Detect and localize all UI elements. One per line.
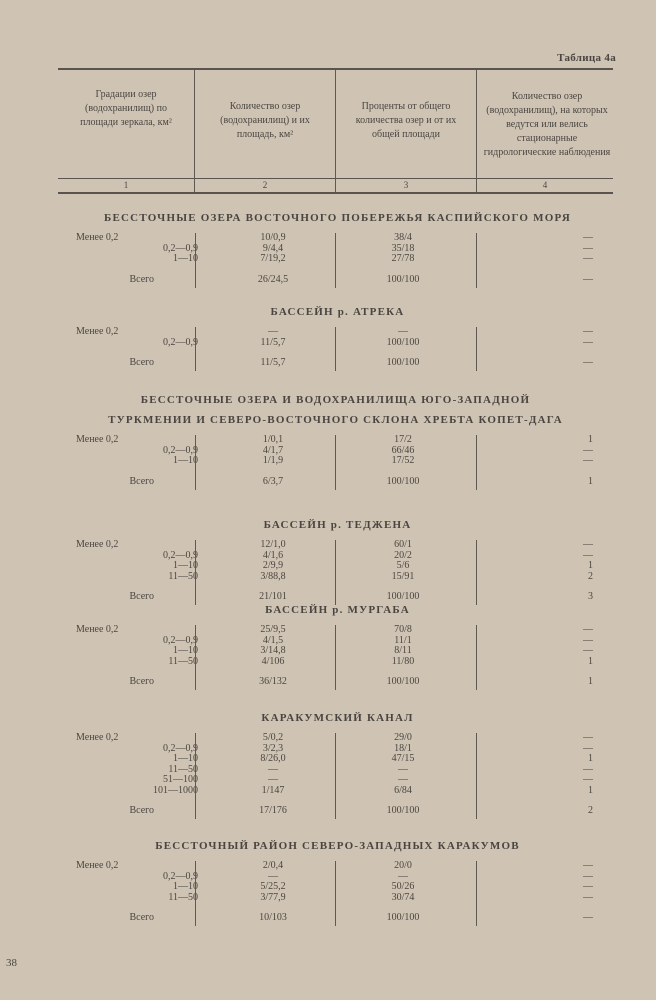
- percent-cell: 66/46: [391, 444, 415, 456]
- column-separator: [195, 327, 196, 371]
- percent-cell: 6/84: [394, 784, 412, 796]
- observations-cell: —: [583, 634, 593, 646]
- count-area-cell: 1/1,9: [262, 455, 284, 466]
- count-area-cell: 26/24,5: [257, 273, 289, 285]
- gradation-cell: 1—10: [173, 455, 198, 466]
- gradation-cell: 11—50: [168, 655, 198, 667]
- column-separator: [195, 733, 196, 819]
- count-area-cell: 9/4,4: [262, 242, 284, 254]
- column-separator: [335, 233, 336, 288]
- header-col-1: [58, 70, 194, 192]
- column-separator: [195, 435, 196, 490]
- count-area-cell: 1/147: [261, 784, 285, 796]
- percent-cell: 70/8: [394, 624, 412, 635]
- table-section: [58, 302, 613, 369]
- header-bottom-rule: [58, 192, 613, 194]
- section-title: БЕССТОЧНЫЙ РАЙОН СЕВЕРО-ЗАПАДНЫХ КАРАКУМОВ: [155, 840, 520, 852]
- gradation-cell: Всего: [129, 912, 154, 923]
- observations-cell: 1: [588, 475, 593, 487]
- percent-cell: 17/52: [391, 455, 415, 466]
- gradation-cell: Менее 0,2: [76, 539, 119, 550]
- section-title: КАРАКУМСКИЙ КАНАЛ: [261, 712, 414, 724]
- table-section: [58, 708, 613, 817]
- count-area-cell: 11/5,7: [260, 357, 286, 368]
- header-col-4-label: Количество озер (водохранилищ), на которых ведутся или велись стационарные гидрологические наблюдения: [483, 91, 611, 158]
- observations-cell: —: [583, 357, 593, 368]
- gradation-cell: 1—10: [173, 881, 198, 892]
- percent-cell: 38/4: [394, 232, 412, 243]
- percent-cell: 100/100: [386, 475, 420, 487]
- observations-cell: —: [583, 891, 593, 903]
- percent-cell: 18/1: [394, 742, 412, 754]
- observations-cell: 3: [588, 591, 593, 602]
- gradation-cell: 1—10: [173, 253, 198, 264]
- observations-cell: —: [583, 624, 593, 635]
- gradation-cell: 0,2—0,9: [163, 336, 198, 348]
- percent-cell: 11/80: [391, 655, 415, 667]
- gradation-cell: Всего: [129, 475, 154, 487]
- gradation-cell: Всего: [129, 805, 154, 816]
- observations-cell: —: [583, 273, 593, 285]
- observations-cell: —: [583, 253, 593, 264]
- section-rows: [58, 540, 613, 603]
- observations-cell: —: [583, 444, 593, 456]
- count-area-cell: 11/5,7: [260, 336, 286, 348]
- percent-cell: 11/1: [394, 634, 412, 646]
- count-area-cell: 6/3,7: [262, 475, 284, 487]
- observations-cell: —: [583, 455, 593, 466]
- section-title: БАССЕЙН р. МУРГАБА: [265, 604, 410, 616]
- column-separator: [335, 861, 336, 926]
- observations-cell: —: [583, 870, 593, 882]
- section-rows: [58, 625, 613, 688]
- count-area-cell: 3/14,8: [260, 645, 286, 656]
- count-area-cell: 25/9,5: [260, 624, 286, 635]
- gradation-cell: 0,2—0,9: [163, 242, 198, 254]
- observations-cell: —: [583, 232, 593, 243]
- observations-cell: —: [583, 732, 593, 743]
- count-area-cell: 2/9,9: [262, 560, 284, 571]
- column-separator: [476, 861, 477, 926]
- section-title: БЕССТОЧНЫЕ ОЗЕРА ВОСТОЧНОГО ПОБЕРЕЖЬЯ КАСПИЙСКОГО МОРЯ: [104, 212, 571, 224]
- observations-cell: 1: [588, 676, 593, 687]
- count-area-cell: 4/106: [261, 655, 285, 667]
- column-separator: [335, 733, 336, 819]
- percent-cell: 100/100: [386, 805, 420, 816]
- gradation-cell: 11—50: [168, 763, 198, 775]
- section-title: БАССЕЙН р. АТРЕКА: [270, 306, 405, 318]
- gradation-cell: 1—10: [173, 560, 198, 571]
- percent-cell: 20/2: [394, 549, 412, 561]
- percent-cell: 100/100: [386, 912, 420, 923]
- column-separator: [335, 540, 336, 605]
- section-title: БЕССТОЧНЫЕ ОЗЕРА И ВОДОХРАНИЛИЩА ЮГО-ЗАПАДНОЙ ТУРКМЕНИИ И СЕВЕРО-ВОСТОЧНОГО СКЛОНА ХРЕБТА КОПЕТ-ДАГА: [108, 394, 563, 426]
- header-col-1-number: 1: [123, 180, 129, 190]
- observations-cell: 1: [588, 560, 593, 571]
- count-area-cell: 10/0,9: [260, 232, 286, 243]
- observations-cell: —: [583, 326, 593, 337]
- gradation-cell: Всего: [129, 273, 154, 285]
- observations-cell: 1: [588, 753, 593, 764]
- header-col-3-number: 3: [403, 180, 409, 190]
- observations-cell: 1: [588, 434, 593, 445]
- section-rows: [58, 233, 613, 286]
- count-area-cell: 12/1,0: [260, 539, 286, 550]
- count-area-cell: 1/0,1: [262, 434, 284, 445]
- count-area-cell: 5/25,2: [260, 881, 286, 892]
- table-section: [58, 836, 613, 924]
- gradation-cell: Менее 0,2: [76, 732, 119, 743]
- observations-cell: —: [583, 774, 593, 785]
- table-title: Таблица 4а: [557, 52, 616, 64]
- observations-cell: 1: [588, 655, 593, 667]
- percent-cell: 100/100: [386, 357, 420, 368]
- column-separator: [195, 861, 196, 926]
- column-separator: [476, 233, 477, 288]
- gradation-cell: 0,2—0,9: [163, 444, 198, 456]
- count-area-cell: 4/1,6: [262, 549, 284, 561]
- count-area-cell: 3/88,8: [260, 570, 286, 582]
- percent-cell: 8/11: [394, 645, 412, 656]
- count-area-cell: —: [268, 763, 278, 775]
- percent-cell: 17/2: [394, 434, 412, 445]
- gradation-cell: 1—10: [173, 753, 198, 764]
- percent-cell: 100/100: [386, 591, 420, 602]
- observations-cell: —: [583, 539, 593, 550]
- percent-cell: 27/78: [391, 253, 415, 264]
- header-number-rule: [58, 178, 613, 179]
- percent-cell: —: [398, 326, 408, 337]
- column-separator: [195, 625, 196, 690]
- count-area-cell: 4/1,7: [262, 444, 284, 456]
- gradation-cell: 11—50: [168, 891, 198, 903]
- count-area-cell: 36/132: [259, 676, 287, 687]
- section-rows: [58, 327, 613, 369]
- section-rows: [58, 435, 613, 488]
- header-col-4: [477, 70, 613, 192]
- percent-cell: 47/15: [391, 753, 415, 764]
- count-area-cell: 2/0,4: [262, 860, 284, 871]
- section-rows: [58, 733, 613, 817]
- gradation-cell: Менее 0,2: [76, 624, 119, 635]
- count-area-cell: 5/0,2: [262, 732, 284, 743]
- column-separator: [476, 327, 477, 371]
- header-col-3: [336, 70, 476, 192]
- table-section: [58, 515, 613, 603]
- percent-cell: 29/0: [394, 732, 412, 743]
- count-area-cell: —: [268, 870, 278, 882]
- section-title: БАССЕЙН р. ТЕДЖЕНА: [263, 519, 412, 531]
- table-section: [58, 208, 613, 286]
- count-area-cell: 7/19,2: [260, 253, 286, 264]
- column-separator: [335, 435, 336, 490]
- count-area-cell: 4/1,5: [262, 634, 284, 646]
- header-col-3-label: Проценты от общего количества озер и от их общей площади: [355, 101, 457, 140]
- count-area-cell: 17/176: [259, 805, 287, 816]
- percent-cell: —: [398, 763, 408, 775]
- observations-cell: —: [583, 912, 593, 923]
- header-col-1-label: Градации озер (водохранилищ) по площади зеркала, км²: [80, 89, 172, 128]
- percent-cell: 100/100: [386, 676, 420, 687]
- percent-cell: 35/18: [391, 242, 415, 254]
- percent-cell: 100/100: [386, 273, 420, 285]
- gradation-cell: 1—10: [173, 645, 198, 656]
- percent-cell: 30/74: [391, 891, 415, 903]
- gradation-cell: Менее 0,2: [76, 434, 119, 445]
- header-col-2: [195, 70, 335, 192]
- gradation-cell: 51—100: [163, 774, 198, 785]
- count-area-cell: 10/103: [259, 912, 287, 923]
- column-separator: [476, 733, 477, 819]
- gradation-cell: Менее 0,2: [76, 860, 119, 871]
- page-number: 38: [6, 957, 17, 969]
- percent-cell: 5/6: [396, 560, 410, 571]
- gradation-cell: Всего: [129, 676, 154, 687]
- column-separator: [195, 233, 196, 288]
- gradation-cell: 0,2—0,9: [163, 870, 198, 882]
- percent-cell: —: [398, 870, 408, 882]
- gradation-cell: 101—1000: [153, 784, 198, 796]
- column-separator: [335, 327, 336, 371]
- gradation-cell: Менее 0,2: [76, 232, 119, 243]
- header-col-4-number: 4: [542, 180, 548, 190]
- percent-cell: —: [398, 774, 408, 785]
- observations-cell: 2: [588, 570, 593, 582]
- percent-cell: 100/100: [386, 336, 420, 348]
- percent-cell: 20/0: [394, 860, 412, 871]
- gradation-cell: Всего: [129, 357, 154, 368]
- observations-cell: 1: [588, 784, 593, 796]
- table-header: [58, 70, 613, 192]
- section-rows: [58, 861, 613, 924]
- count-area-cell: 8/26,0: [260, 753, 286, 764]
- percent-cell: 60/1: [394, 539, 412, 550]
- gradation-cell: 0,2—0,9: [163, 549, 198, 561]
- observations-cell: —: [583, 336, 593, 348]
- observations-cell: —: [583, 742, 593, 754]
- column-separator: [476, 435, 477, 490]
- observations-cell: 2: [588, 805, 593, 816]
- column-separator: [476, 625, 477, 690]
- count-area-cell: 3/77,9: [260, 891, 286, 903]
- percent-cell: 15/91: [391, 570, 415, 582]
- gradation-cell: 11—50: [168, 570, 198, 582]
- gradation-cell: Менее 0,2: [76, 326, 119, 337]
- count-area-cell: 21/101: [259, 591, 287, 602]
- column-separator: [335, 625, 336, 690]
- observations-cell: —: [583, 860, 593, 871]
- table-section: [58, 390, 613, 488]
- observations-cell: —: [583, 549, 593, 561]
- observations-cell: —: [583, 645, 593, 656]
- header-col-2-label: Количество озер (водохранилищ) и их площадь, км²: [220, 101, 310, 140]
- count-area-cell: —: [268, 774, 278, 785]
- gradation-cell: Всего: [129, 591, 154, 602]
- gradation-cell: 0,2—0,9: [163, 742, 198, 754]
- header-col-2-number: 2: [262, 180, 268, 190]
- table-section: [58, 600, 613, 688]
- observations-cell: —: [583, 881, 593, 892]
- gradation-cell: 0,2—0,9: [163, 634, 198, 646]
- column-separator: [476, 540, 477, 605]
- observations-cell: —: [583, 763, 593, 775]
- count-area-cell: 3/2,3: [262, 742, 284, 754]
- percent-cell: 50/26: [391, 881, 415, 892]
- observations-cell: —: [583, 242, 593, 254]
- count-area-cell: —: [268, 326, 278, 337]
- column-separator: [195, 540, 196, 605]
